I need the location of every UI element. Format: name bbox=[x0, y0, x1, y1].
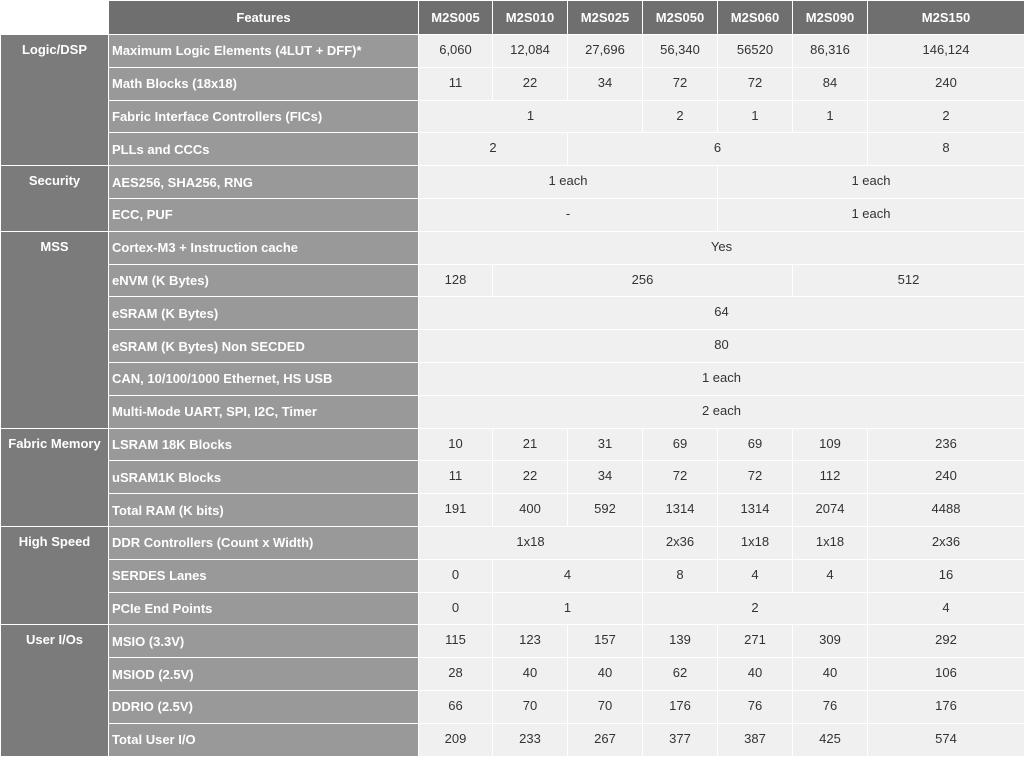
table-row bbox=[1, 526, 1024, 559]
feature-cell: MSIO (3.3V) bbox=[109, 625, 419, 658]
value-cell: 128 bbox=[419, 264, 493, 297]
value-cell: 6 bbox=[568, 133, 868, 166]
feature-cell: DDR Controllers (Count x Width) bbox=[109, 526, 419, 559]
value-cell: 209 bbox=[419, 723, 493, 756]
value-cell: 31 bbox=[568, 428, 643, 461]
value-cell: 56,340 bbox=[643, 35, 718, 68]
value-cell: 28 bbox=[419, 658, 493, 691]
value-cell: 592 bbox=[568, 494, 643, 527]
value-cell: 40 bbox=[718, 658, 793, 691]
table-row bbox=[1, 690, 1024, 723]
value-cell: 1x18 bbox=[419, 526, 643, 559]
feature-cell: Multi-Mode UART, SPI, I2C, Timer bbox=[109, 395, 419, 428]
header-device: M2S050 bbox=[643, 1, 718, 35]
value-cell: 2 bbox=[643, 100, 718, 133]
value-cell: 1 each bbox=[419, 166, 718, 199]
feature-cell: MSIOD (2.5V) bbox=[109, 658, 419, 691]
value-cell: 157 bbox=[568, 625, 643, 658]
value-cell: 400 bbox=[493, 494, 568, 527]
feature-cell: Fabric Interface Controllers (FICs) bbox=[109, 100, 419, 133]
value-cell: 1x18 bbox=[793, 526, 868, 559]
value-cell: 76 bbox=[793, 690, 868, 723]
value-cell: 8 bbox=[643, 559, 718, 592]
table-row bbox=[1, 395, 1024, 428]
value-cell: 22 bbox=[493, 67, 568, 100]
category-cell: MSS bbox=[1, 231, 109, 428]
value-cell: 64 bbox=[419, 297, 1024, 330]
value-cell: 84 bbox=[793, 67, 868, 100]
value-cell: 233 bbox=[493, 723, 568, 756]
feature-cell: CAN, 10/100/1000 Ethernet, HS USB bbox=[109, 362, 419, 395]
value-cell: 2074 bbox=[793, 494, 868, 527]
value-cell: 2 bbox=[643, 592, 868, 625]
value-cell: 1 bbox=[793, 100, 868, 133]
feature-cell: LSRAM 18K Blocks bbox=[109, 428, 419, 461]
value-cell: 1 each bbox=[718, 198, 1024, 231]
value-cell: 1x18 bbox=[718, 526, 793, 559]
feature-cell: eSRAM (K Bytes) bbox=[109, 297, 419, 330]
value-cell: 1314 bbox=[643, 494, 718, 527]
value-cell: 1 bbox=[718, 100, 793, 133]
value-cell: 176 bbox=[868, 690, 1024, 723]
value-cell: 2x36 bbox=[868, 526, 1024, 559]
table-row bbox=[1, 297, 1024, 330]
feature-cell: eNVM (K Bytes) bbox=[109, 264, 419, 297]
value-cell: 146,124 bbox=[868, 35, 1024, 68]
table-row bbox=[1, 658, 1024, 691]
value-cell: 176 bbox=[643, 690, 718, 723]
value-cell: 512 bbox=[793, 264, 1024, 297]
header-features: Features bbox=[109, 1, 419, 35]
table-row bbox=[1, 362, 1024, 395]
table-row bbox=[1, 67, 1024, 100]
value-cell: 70 bbox=[568, 690, 643, 723]
value-cell: 70 bbox=[493, 690, 568, 723]
feature-cell: DDRIO (2.5V) bbox=[109, 690, 419, 723]
value-cell: 2x36 bbox=[643, 526, 718, 559]
value-cell: 271 bbox=[718, 625, 793, 658]
value-cell: 425 bbox=[793, 723, 868, 756]
header-device: M2S025 bbox=[568, 1, 643, 35]
value-cell: 27,696 bbox=[568, 35, 643, 68]
feature-cell: Cortex-M3 + Instruction cache bbox=[109, 231, 419, 264]
value-cell: 1 bbox=[493, 592, 643, 625]
feature-cell: Total RAM (K bits) bbox=[109, 494, 419, 527]
table-row bbox=[1, 231, 1024, 264]
table-row bbox=[1, 133, 1024, 166]
value-cell: 2 bbox=[419, 133, 568, 166]
feature-cell: PLLs and CCCs bbox=[109, 133, 419, 166]
value-cell: 1 bbox=[419, 100, 643, 133]
value-cell: 292 bbox=[868, 625, 1024, 658]
value-cell: 62 bbox=[643, 658, 718, 691]
value-cell: 16 bbox=[868, 559, 1024, 592]
value-cell: 387 bbox=[718, 723, 793, 756]
feature-cell: SERDES Lanes bbox=[109, 559, 419, 592]
feature-cell: Math Blocks (18x18) bbox=[109, 67, 419, 100]
value-cell: 123 bbox=[493, 625, 568, 658]
value-cell: 11 bbox=[419, 67, 493, 100]
value-cell: 139 bbox=[643, 625, 718, 658]
value-cell: 112 bbox=[793, 461, 868, 494]
value-cell: 6,060 bbox=[419, 35, 493, 68]
table-row bbox=[1, 592, 1024, 625]
table-header bbox=[1, 1, 1024, 35]
value-cell: 106 bbox=[868, 658, 1024, 691]
value-cell: 72 bbox=[718, 461, 793, 494]
category-cell: Fabric Memory bbox=[1, 428, 109, 526]
value-cell: 40 bbox=[793, 658, 868, 691]
header-blank-cell bbox=[1, 1, 109, 35]
header-device: M2S060 bbox=[718, 1, 793, 35]
header-device: M2S150 bbox=[868, 1, 1024, 35]
header-device: M2S090 bbox=[793, 1, 868, 35]
header-device: M2S005 bbox=[419, 1, 493, 35]
value-cell: 69 bbox=[718, 428, 793, 461]
feature-cell: ECC, PUF bbox=[109, 198, 419, 231]
category-cell: Logic/DSP bbox=[1, 35, 109, 166]
feature-cell: Total User I/O bbox=[109, 723, 419, 756]
value-cell: 236 bbox=[868, 428, 1024, 461]
value-cell: 72 bbox=[718, 67, 793, 100]
value-cell: 66 bbox=[419, 690, 493, 723]
value-cell: 40 bbox=[568, 658, 643, 691]
value-cell: - bbox=[419, 198, 718, 231]
value-cell: 8 bbox=[868, 133, 1024, 166]
value-cell: 191 bbox=[419, 494, 493, 527]
value-cell: 240 bbox=[868, 67, 1024, 100]
value-cell: 72 bbox=[643, 67, 718, 100]
value-cell: 69 bbox=[643, 428, 718, 461]
feature-cell: Maximum Logic Elements (4LUT + DFF)* bbox=[109, 35, 419, 68]
value-cell: 76 bbox=[718, 690, 793, 723]
value-cell: 1314 bbox=[718, 494, 793, 527]
value-cell: 0 bbox=[419, 592, 493, 625]
value-cell: 4 bbox=[718, 559, 793, 592]
feature-cell: AES256, SHA256, RNG bbox=[109, 166, 419, 199]
value-cell: 12,084 bbox=[493, 35, 568, 68]
table-row bbox=[1, 330, 1024, 363]
value-cell: 2 each bbox=[419, 395, 1024, 428]
table-row bbox=[1, 559, 1024, 592]
value-cell: 256 bbox=[493, 264, 793, 297]
value-cell: 1 each bbox=[718, 166, 1024, 199]
table-row bbox=[1, 625, 1024, 658]
value-cell: 34 bbox=[568, 461, 643, 494]
feature-cell: PCIe End Points bbox=[109, 592, 419, 625]
value-cell: 10 bbox=[419, 428, 493, 461]
value-cell: 574 bbox=[868, 723, 1024, 756]
category-cell: Security bbox=[1, 166, 109, 232]
value-cell: 2 bbox=[868, 100, 1024, 133]
value-cell: 4 bbox=[793, 559, 868, 592]
value-cell: 309 bbox=[793, 625, 868, 658]
header-device: M2S010 bbox=[493, 1, 568, 35]
value-cell: 22 bbox=[493, 461, 568, 494]
value-cell: 80 bbox=[419, 330, 1024, 363]
value-cell: 115 bbox=[419, 625, 493, 658]
table-row bbox=[1, 723, 1024, 756]
value-cell: 11 bbox=[419, 461, 493, 494]
value-cell: 56520 bbox=[718, 35, 793, 68]
value-cell: 21 bbox=[493, 428, 568, 461]
table-row bbox=[1, 100, 1024, 133]
value-cell: 240 bbox=[868, 461, 1024, 494]
value-cell: 1 each bbox=[419, 362, 1024, 395]
value-cell: 72 bbox=[643, 461, 718, 494]
value-cell: 40 bbox=[493, 658, 568, 691]
value-cell: 4 bbox=[493, 559, 643, 592]
table-row bbox=[1, 198, 1024, 231]
value-cell: Yes bbox=[419, 231, 1024, 264]
feature-cell: eSRAM (K Bytes) Non SECDED bbox=[109, 330, 419, 363]
value-cell: 0 bbox=[419, 559, 493, 592]
table-row bbox=[1, 494, 1024, 527]
feature-cell: uSRAM1K Blocks bbox=[109, 461, 419, 494]
table-row bbox=[1, 461, 1024, 494]
value-cell: 86,316 bbox=[793, 35, 868, 68]
table-row bbox=[1, 264, 1024, 297]
value-cell: 34 bbox=[568, 67, 643, 100]
value-cell: 4488 bbox=[868, 494, 1024, 527]
table-row bbox=[1, 428, 1024, 461]
value-cell: 4 bbox=[868, 592, 1024, 625]
category-cell: High Speed bbox=[1, 526, 109, 624]
table-row bbox=[1, 166, 1024, 199]
value-cell: 109 bbox=[793, 428, 868, 461]
table-row bbox=[1, 35, 1024, 68]
value-cell: 377 bbox=[643, 723, 718, 756]
category-cell: User I/Os bbox=[1, 625, 109, 756]
table-body bbox=[1, 35, 1024, 757]
value-cell: 267 bbox=[568, 723, 643, 756]
